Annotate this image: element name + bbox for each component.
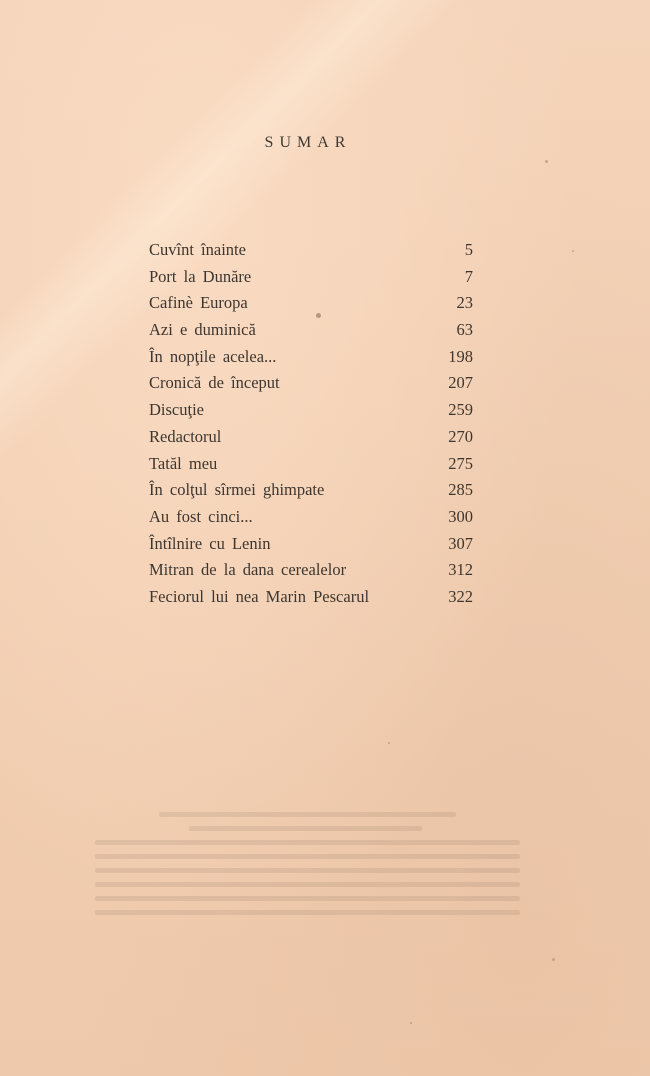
toc-entry bbox=[149, 507, 473, 534]
toc-entry bbox=[149, 480, 473, 507]
toc-entry bbox=[149, 347, 473, 374]
toc-entry bbox=[149, 293, 473, 320]
toc-entry-title: Redactorul bbox=[149, 426, 222, 446]
page-heading: SUMAR bbox=[264, 134, 352, 151]
toc-entry bbox=[149, 534, 473, 561]
toc-entry-page: 275 bbox=[448, 453, 473, 473]
toc-entry bbox=[149, 373, 473, 400]
toc-entry-title: Tatăl meu bbox=[149, 453, 218, 473]
toc-entry bbox=[149, 587, 473, 614]
toc-entry-page: 259 bbox=[448, 400, 473, 420]
toc-entry-title: Port la Dunăre bbox=[149, 266, 252, 286]
toc-entry-title: Feciorul lui nea Marin Pescarul bbox=[149, 586, 370, 606]
toc-entry-page: 198 bbox=[448, 346, 473, 366]
toc-entry-title: Întîlnire cu Lenin bbox=[149, 533, 271, 553]
toc-entry-title: Au fost cinci... bbox=[149, 506, 253, 526]
paper-speck bbox=[545, 160, 548, 163]
toc-entry bbox=[149, 427, 473, 454]
paper-speck bbox=[552, 958, 555, 961]
toc-entry-title: Cuvînt înainte bbox=[149, 240, 246, 259]
toc-entry-page: 307 bbox=[448, 533, 473, 553]
toc-entry-title: Cronică de început bbox=[149, 373, 280, 393]
paper-speck bbox=[388, 742, 390, 744]
paper-speck bbox=[410, 1022, 412, 1024]
toc-entry-page: 5 bbox=[464, 240, 473, 259]
table-of-contents bbox=[149, 240, 473, 614]
toc-entry bbox=[149, 267, 473, 294]
toc-entry-page: 207 bbox=[448, 373, 473, 393]
toc-entry-title: Discuţie bbox=[149, 400, 204, 420]
toc-entry bbox=[149, 560, 473, 587]
toc-entry-page: 23 bbox=[456, 293, 473, 313]
toc-entry-page: 312 bbox=[448, 560, 473, 580]
toc-entry-page: 300 bbox=[448, 506, 473, 526]
toc-entry-page: 63 bbox=[456, 320, 473, 340]
toc-entry bbox=[149, 400, 473, 427]
show-through-text bbox=[95, 812, 520, 962]
toc-entry-page: 322 bbox=[448, 586, 473, 606]
toc-entry bbox=[149, 240, 473, 267]
toc-entry-title: Cafinè Europa bbox=[149, 293, 248, 313]
toc-entry-title: În colţul sîrmei ghimpate bbox=[149, 480, 325, 500]
toc-entry-title: Mitran de la dana cerealelor bbox=[149, 560, 347, 580]
toc-entry-page: 285 bbox=[448, 480, 473, 500]
paper-speck bbox=[316, 313, 321, 318]
toc-entry-page: 270 bbox=[448, 426, 473, 446]
toc-entry-title: În nopţile acelea... bbox=[149, 346, 277, 366]
toc-entry bbox=[149, 320, 473, 347]
toc-entry bbox=[149, 454, 473, 481]
paper-speck bbox=[572, 250, 574, 252]
toc-entry-title: Azi e duminică bbox=[149, 320, 256, 340]
toc-entry-page: 7 bbox=[464, 266, 473, 286]
